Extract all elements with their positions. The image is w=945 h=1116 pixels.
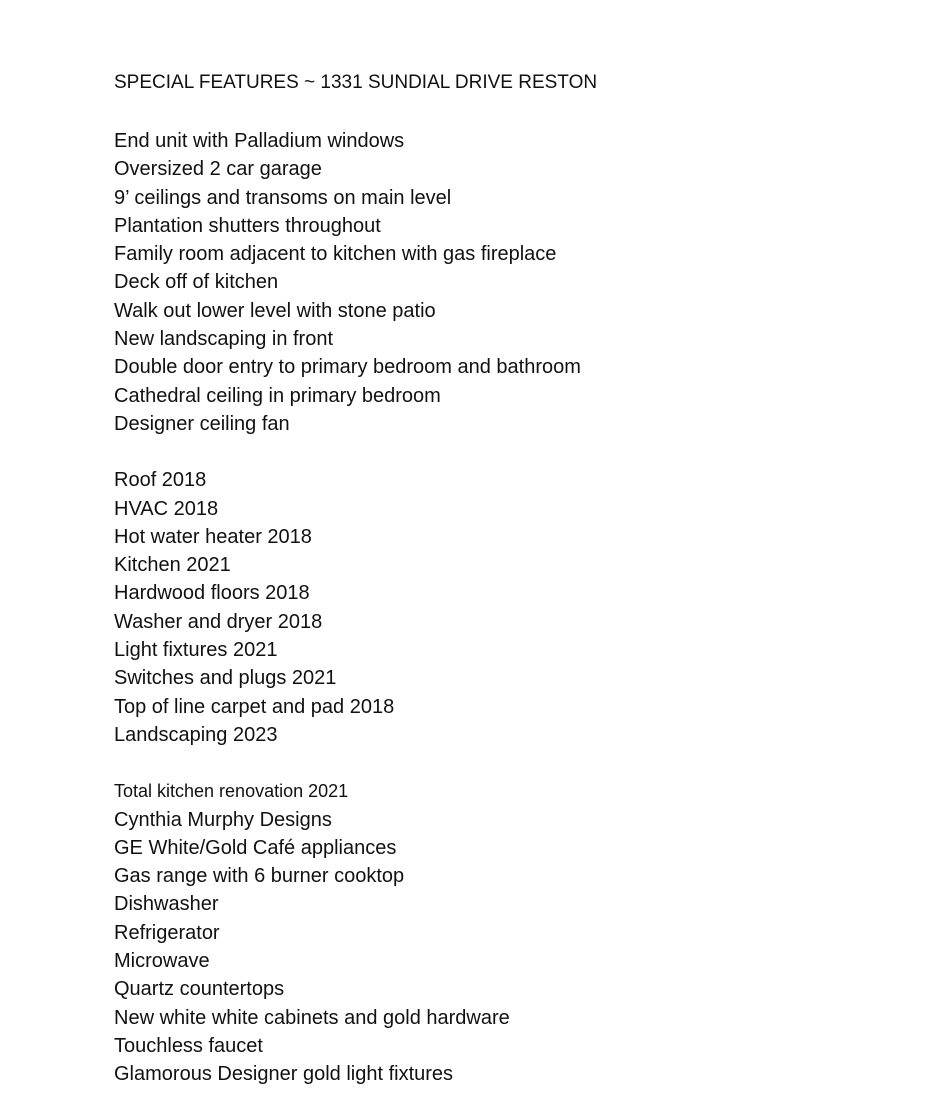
- list-item: GE White/Gold Café appliances: [114, 836, 397, 859]
- list-item: Landscaping 2023: [114, 723, 278, 746]
- list-item: Cathedral ceiling in primary bedroom: [114, 384, 441, 407]
- list-item: Dishwasher: [114, 893, 219, 916]
- list-item: Hardwood floors 2018: [114, 582, 310, 605]
- list-item: Deck off of kitchen: [114, 271, 279, 294]
- spacer: [114, 96, 894, 127]
- list-item: Cynthia Murphy Designs: [114, 808, 332, 831]
- list-item: Top of line carpet and pad 2018: [114, 695, 395, 718]
- list-item: Touchless faucet: [114, 1034, 263, 1057]
- list-item: Kitchen 2021: [114, 554, 231, 577]
- list-item: Quartz countertops: [114, 978, 285, 1001]
- list-item: Roof 2018: [114, 469, 207, 492]
- document-body: [114, 70, 894, 1089]
- list-item: Hot water heater 2018: [114, 525, 312, 548]
- list-item: HVAC 2018: [114, 497, 219, 520]
- spacer: [114, 438, 894, 466]
- list-item: Gas range with 6 burner cooktop: [114, 865, 405, 888]
- list-item: Oversized 2 car garage: [114, 158, 322, 181]
- features-list: [114, 127, 894, 438]
- kitchen-heading: Total kitchen renovation 2021: [114, 781, 349, 802]
- updates-list: [114, 466, 894, 749]
- list-item: Switches and plugs 2021: [114, 667, 337, 690]
- list-item: Glamorous Designer gold light fixtures: [114, 1063, 454, 1086]
- list-item: Walk out lower level with stone patio: [114, 299, 436, 322]
- list-item: Refrigerator: [114, 921, 220, 944]
- list-item: Light fixtures 2021: [114, 639, 278, 662]
- page-title: SPECIAL FEATURES ~ 1331 SUNDIAL DRIVE RESTON: [114, 72, 598, 93]
- list-item: 9’ ceilings and transoms on main level: [114, 186, 452, 209]
- list-item: Family room adjacent to kitchen with gas fireplace: [114, 243, 557, 266]
- kitchen-list: [114, 777, 894, 1088]
- list-item: Designer ceiling fan: [114, 412, 290, 435]
- spacer: [114, 749, 894, 777]
- list-item: End unit with Palladium windows: [114, 130, 405, 152]
- list-item: Double door entry to primary bedroom and bathroom: [114, 356, 581, 379]
- list-item: New white white cabinets and gold hardware: [114, 1006, 510, 1029]
- list-item: Plantation shutters throughout: [114, 214, 381, 237]
- list-item: Washer and dryer 2018: [114, 610, 323, 633]
- list-item: New landscaping in front: [114, 328, 334, 351]
- list-item: Microwave: [114, 950, 210, 973]
